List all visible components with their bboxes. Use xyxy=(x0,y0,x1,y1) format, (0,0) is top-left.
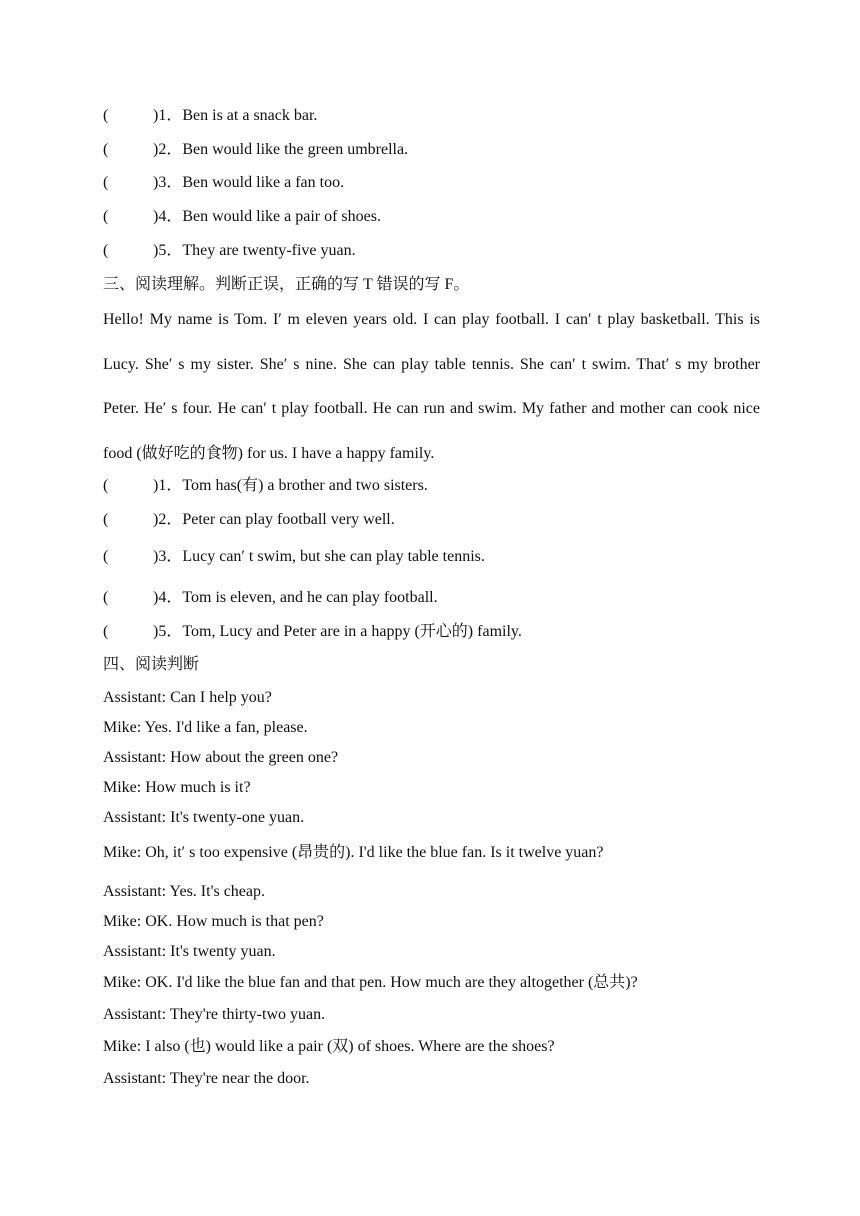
dialogue-line: Mike: I also (也) would like a pair (双) of shoes. Where are the shoes? xyxy=(103,1038,555,1055)
answer-blank[interactable]: ( xyxy=(103,107,109,124)
s3-question-3 xyxy=(103,547,485,567)
question-number: )3． xyxy=(153,548,183,565)
section3-heading: 三、阅读理解。判断正误，正确的写 T 错误的写 F。 xyxy=(103,276,470,293)
s2-question-5 xyxy=(103,241,356,261)
question-text: Tom has(有) a brother and two sisters. xyxy=(182,477,428,494)
question-number: )1． xyxy=(153,477,183,494)
dialogue-line: Mike: How much is it? xyxy=(103,779,251,796)
s3-question-4 xyxy=(103,588,438,608)
dialogue-line: Mike: Oh, it′ s too expensive (昂贵的). I'd like the blue fan. Is it twelve yuan? xyxy=(103,844,604,861)
answer-blank[interactable]: ( xyxy=(103,141,109,158)
question-text: Ben would like the green umbrella. xyxy=(182,141,409,158)
question-number: )5． xyxy=(153,623,183,640)
s3-question-5 xyxy=(103,622,522,642)
section3-passage: Hello! My name is Tom. I′ m eleven years old. I can play football. I can′ t play basketball. This is Lucy. She′ s my sister. She′ s nine. She can play table tennis. She can′ t swim. That′ s my brother Peter. He′ s four. He can′ t play football. He can run and swim. My father and mother can cook nice food (做好吃的食物) for us. I have a happy family. xyxy=(103,311,760,463)
question-text: Ben is at a snack bar. xyxy=(182,107,318,124)
answer-blank[interactable]: ( xyxy=(103,242,109,259)
question-number: )3． xyxy=(153,174,183,191)
dialogue-line: Mike: OK. I'd like the blue fan and that pen. How much are they altogether (总共)? xyxy=(103,974,638,991)
question-text: Ben would like a pair of shoes. xyxy=(182,208,381,225)
question-text: Tom is eleven, and he can play football. xyxy=(182,589,438,606)
dialogue-line: Assistant: They're near the door. xyxy=(103,1070,310,1087)
question-text: Ben would like a fan too. xyxy=(182,174,345,191)
section4-heading: 四、阅读判断 xyxy=(103,656,200,673)
s2-question-4 xyxy=(103,207,381,227)
dialogue-line: Assistant: They're thirty-two yuan. xyxy=(103,1006,326,1023)
question-number: )2． xyxy=(153,141,183,158)
question-number: )4． xyxy=(153,589,183,606)
dialogue-line: Mike: OK. How much is that pen? xyxy=(103,913,324,930)
dialogue-line: Assistant: Yes. It's cheap. xyxy=(103,883,265,900)
dialogue-line: Assistant: It's twenty yuan. xyxy=(103,943,276,960)
dialogue-line: Assistant: Can I help you? xyxy=(103,689,272,706)
question-text: Lucy can′ t swim, but she can play table tennis. xyxy=(182,548,485,565)
question-number: )4． xyxy=(153,208,183,225)
dialogue-line: Mike: Yes. I'd like a fan, please. xyxy=(103,719,308,736)
answer-blank[interactable]: ( xyxy=(103,589,109,606)
question-number: )1． xyxy=(153,107,183,124)
dialogue-line: Assistant: It's twenty-one yuan. xyxy=(103,809,305,826)
s2-question-2 xyxy=(103,140,408,160)
s3-question-2 xyxy=(103,510,395,530)
answer-blank[interactable]: ( xyxy=(103,511,109,528)
answer-blank[interactable]: ( xyxy=(103,208,109,225)
dialogue-line: Assistant: How about the green one? xyxy=(103,749,339,766)
answer-blank[interactable]: ( xyxy=(103,623,109,640)
answer-blank[interactable]: ( xyxy=(103,174,109,191)
question-text: Peter can play football very well. xyxy=(182,511,395,528)
s2-question-1 xyxy=(103,106,317,126)
s3-question-1 xyxy=(103,476,428,496)
question-text: They are twenty-five yuan. xyxy=(182,242,356,259)
s2-question-3 xyxy=(103,173,344,193)
question-text: Tom, Lucy and Peter are in a happy (开心的) family. xyxy=(182,623,522,640)
question-number: )2． xyxy=(153,511,183,528)
answer-blank[interactable]: ( xyxy=(103,548,109,565)
answer-blank[interactable]: ( xyxy=(103,477,109,494)
question-number: )5． xyxy=(153,242,183,259)
